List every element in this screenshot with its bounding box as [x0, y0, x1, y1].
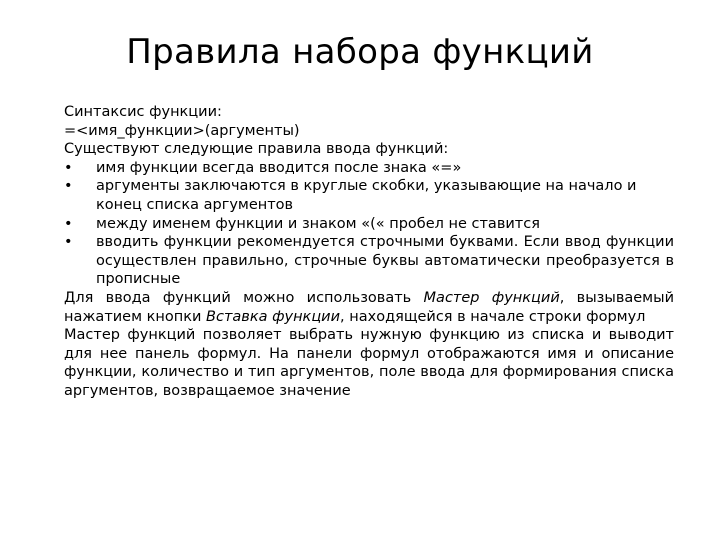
wizard-text-part1: Для ввода функций можно использовать	[64, 289, 424, 306]
rule-text: вводить функции рекомендуется строчными буквами. Если ввод функции осуществлен правильно, строчные буквы автоматически преобразуется в прописные	[96, 234, 674, 288]
rule-text: имя функции всегда вводится после знака «=»	[96, 159, 462, 176]
rule-item	[64, 159, 674, 178]
bullet-icon: •	[64, 159, 73, 176]
rules-intro: Существуют следующие правила ввода функций:	[64, 141, 449, 158]
syntax-formula: =<имя_функции>(аргументы)	[64, 122, 300, 139]
wizard-text-part2: , вызываемый нажатием кнопки	[64, 289, 674, 325]
slide-body	[64, 103, 674, 401]
bullet-icon: •	[64, 215, 73, 232]
syntax-label: Синтаксис функции:	[64, 104, 222, 120]
rules-list	[64, 159, 674, 289]
slide-title: Правила набора функций	[126, 32, 594, 72]
wizard-description: Мастер функций позволяет выбрать нужную функцию из списка и выводит для нее панель формул. На панели формул отображаются имя и описание функции, количество и тип аргументов, поле ввода для формирования списка аргументов, возвращаемое значение	[64, 327, 674, 399]
bullet-icon: •	[64, 234, 73, 251]
rule-item	[64, 177, 674, 214]
wizard-text-part3: , находящейся в начале строки формул	[340, 308, 646, 325]
bullet-icon: •	[64, 178, 73, 195]
rule-item	[64, 233, 674, 289]
wizard-paragraph	[64, 289, 674, 326]
rule-item	[64, 215, 674, 234]
insert-function-name: Вставка функции	[206, 308, 341, 325]
wizard-name: Мастер функций	[423, 289, 560, 306]
rule-text: между именем функции и знаком «(« пробел не ставится	[96, 215, 540, 232]
rule-text: аргументы заключаются в круглые скобки, указывающие на начало и конец списка аргументов	[96, 178, 637, 213]
